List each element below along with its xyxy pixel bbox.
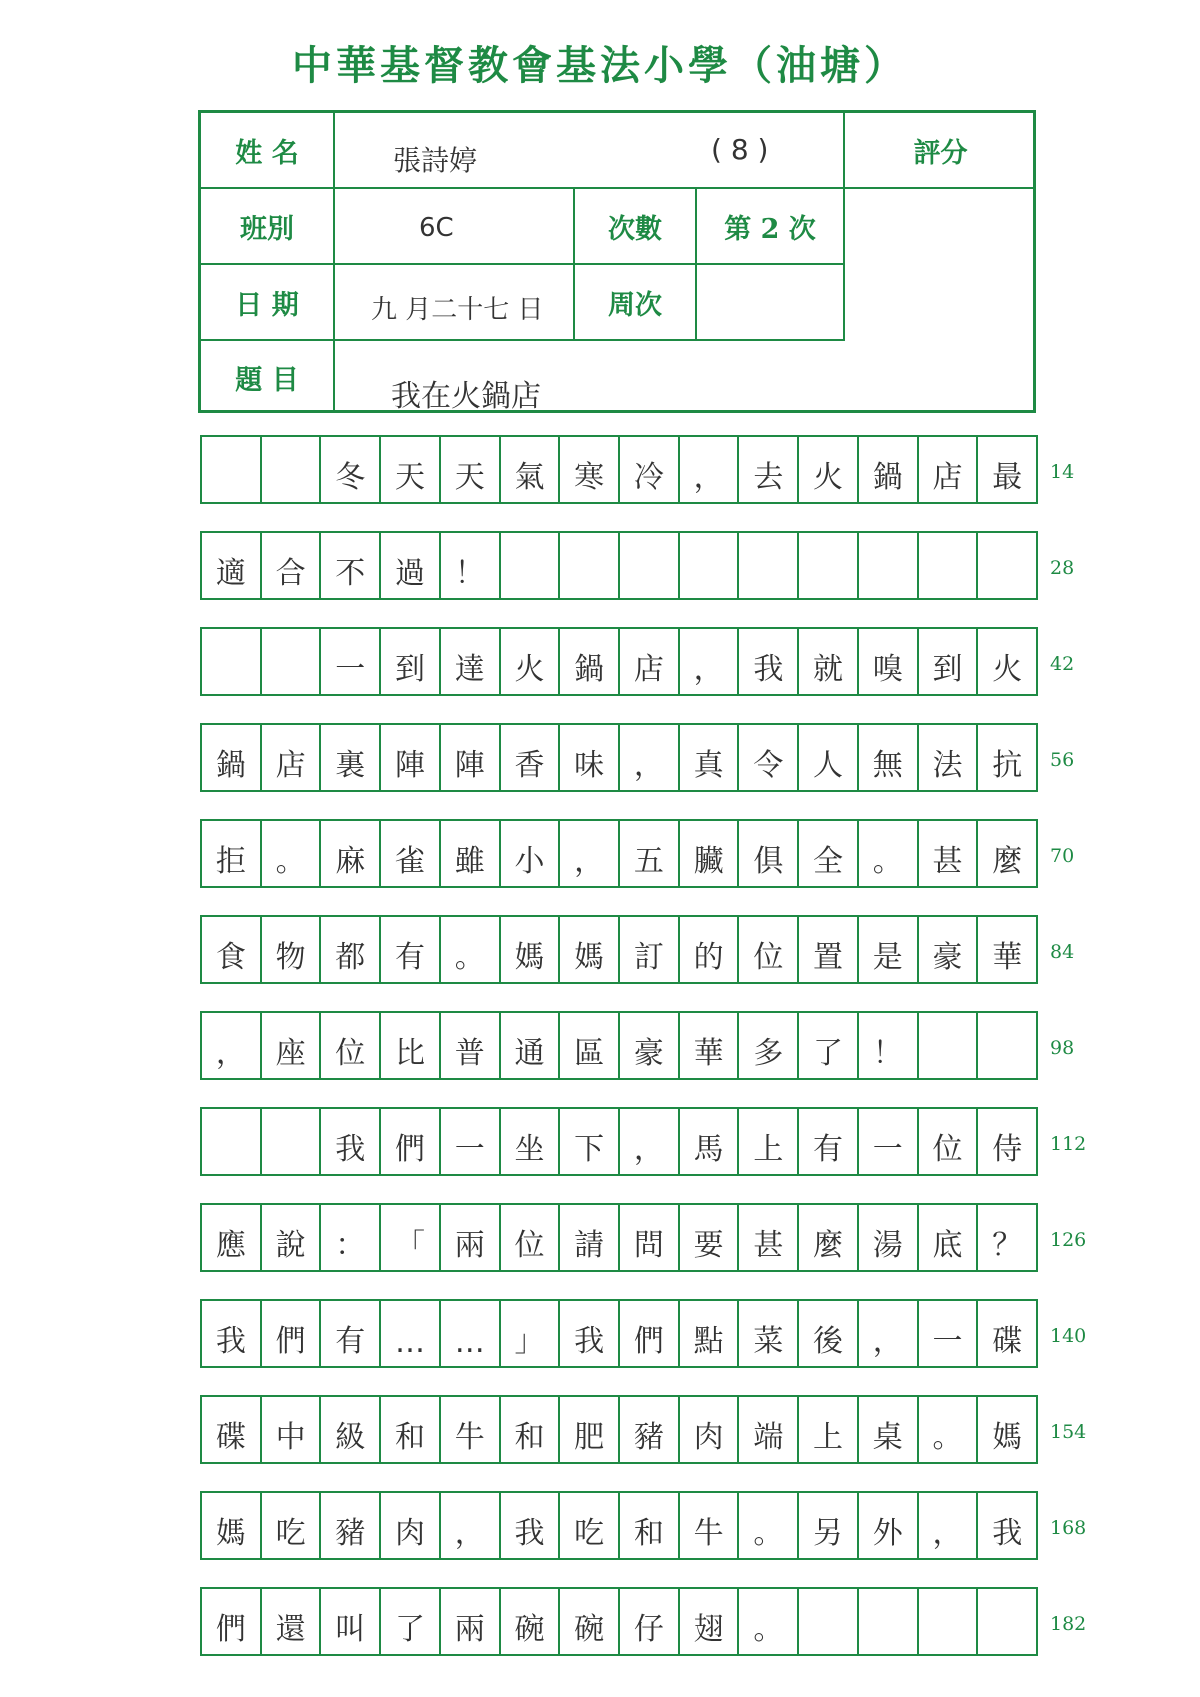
- grid-cell: 位: [919, 1109, 979, 1174]
- grid-cell: 人: [799, 725, 859, 790]
- grid-row: [200, 1587, 1038, 1656]
- grid-cell: ，: [680, 629, 740, 694]
- grid-cell: [262, 629, 322, 694]
- grid-cell: 雖: [441, 821, 501, 886]
- grid-cell: 仔: [620, 1589, 680, 1654]
- row-count: 84: [1050, 941, 1075, 963]
- row-count: 98: [1050, 1037, 1075, 1059]
- grid-cell: 置: [799, 917, 859, 982]
- grid-cell: ！: [441, 533, 501, 598]
- class-number: ( 8 ): [711, 133, 769, 166]
- grid-row: [200, 1107, 1038, 1176]
- grid-cell: [978, 1589, 1036, 1654]
- grid-cell: 店: [262, 725, 322, 790]
- grid-cell: 。: [739, 1493, 799, 1558]
- grid-cell: 媽: [501, 917, 561, 982]
- grid-cell: 肉: [381, 1493, 441, 1558]
- grid-row: [200, 1299, 1038, 1368]
- grid-cell: 桌: [859, 1397, 919, 1462]
- grid-cell: [262, 1109, 322, 1174]
- date-value: 九 月二十七 日: [371, 295, 544, 325]
- grid-cell: 另: [799, 1493, 859, 1558]
- row-count: 14: [1050, 461, 1075, 483]
- grid-cell: [978, 1013, 1036, 1078]
- grid-cell: [919, 533, 979, 598]
- topic-value: 我在火鍋店: [391, 379, 541, 414]
- grid-cell: 麻: [321, 821, 381, 886]
- grid-cell: 香: [501, 725, 561, 790]
- grid-cell: 說: [262, 1205, 322, 1270]
- grid-cell: 是: [859, 917, 919, 982]
- grid-cell: 合: [262, 533, 322, 598]
- grid-cell: 我: [560, 1301, 620, 1366]
- grid-cell: 和: [501, 1397, 561, 1462]
- grid-cell: ：: [321, 1205, 381, 1270]
- row-count: 56: [1050, 749, 1075, 771]
- grid-cell: 點: [680, 1301, 740, 1366]
- grid-cell: 」: [501, 1301, 561, 1366]
- grid-row: [200, 1011, 1038, 1080]
- grid-cell: 氣: [501, 437, 561, 502]
- grid-cell: 都: [321, 917, 381, 982]
- row-count: 182: [1050, 1613, 1087, 1635]
- grid-cell: 一: [441, 1109, 501, 1174]
- grid-cell: 底: [919, 1205, 979, 1270]
- grid-cell: 位: [501, 1205, 561, 1270]
- grid-cell: 物: [262, 917, 322, 982]
- grid-cell: 們: [381, 1109, 441, 1174]
- grid-cell: 豬: [620, 1397, 680, 1462]
- grid-cell: 要: [680, 1205, 740, 1270]
- grid-cell: 吃: [560, 1493, 620, 1558]
- grid-cell: 多: [739, 1013, 799, 1078]
- grid-cell: 應: [202, 1205, 262, 1270]
- grid-cell: [620, 533, 680, 598]
- grid-cell: 鍋: [859, 437, 919, 502]
- grid-cell: 真: [680, 725, 740, 790]
- grid-cell: 。: [262, 821, 322, 886]
- grid-cell: 請: [560, 1205, 620, 1270]
- grid-cell: 拒: [202, 821, 262, 886]
- grid-cell: 我: [992, 1516, 1023, 1551]
- grid-cell: 肉: [680, 1397, 740, 1462]
- topic-label: 題 目: [201, 341, 335, 413]
- grid-cell: 店: [620, 629, 680, 694]
- grid-cell: 裏: [321, 725, 381, 790]
- row-count: 126: [1050, 1229, 1087, 1251]
- grid-cell: [202, 629, 262, 694]
- name-value: 張詩婷: [393, 144, 478, 177]
- grid-row: [200, 819, 1038, 888]
- grid-cell: 和: [620, 1493, 680, 1558]
- grid-cell: 下: [560, 1109, 620, 1174]
- week-value: [697, 265, 845, 341]
- grid-cell: 去: [739, 437, 799, 502]
- grid-cell: 雀: [381, 821, 441, 886]
- info-table: [198, 110, 1036, 413]
- grid-cell: 令: [739, 725, 799, 790]
- grid-cell: 俱: [739, 821, 799, 886]
- grid-cell: …: [441, 1301, 501, 1366]
- grid-cell: 一: [321, 629, 381, 694]
- grid-row: [200, 627, 1038, 696]
- grid-cell: 。: [739, 1589, 799, 1654]
- grid-cell: ，: [202, 1013, 262, 1078]
- grid-cell: 天: [441, 437, 501, 502]
- grid-cell: 比: [381, 1013, 441, 1078]
- class-value: 6C: [419, 213, 454, 243]
- grid-cell: 座: [262, 1013, 322, 1078]
- grid-cell: 有: [799, 1109, 859, 1174]
- grid-cell: 到: [381, 629, 441, 694]
- date-cell: [335, 265, 575, 341]
- grid-cell: 火: [992, 652, 1023, 687]
- grid-cell: 法: [919, 725, 979, 790]
- week-label: 周次: [575, 265, 697, 341]
- grid-cell: 了: [799, 1013, 859, 1078]
- grid-cell: [859, 533, 919, 598]
- grid-cell: 兩: [441, 1589, 501, 1654]
- grid-cell: 麼: [799, 1205, 859, 1270]
- grid-cell: [501, 533, 561, 598]
- grid-cell: [919, 1589, 979, 1654]
- grid-cell: 碟: [992, 1324, 1023, 1359]
- grid-cell: 還: [262, 1589, 322, 1654]
- grid-cell: 豪: [620, 1013, 680, 1078]
- grid-cell: [202, 437, 262, 502]
- times-value: 第 2 次: [697, 189, 845, 265]
- grid-cell: 豪: [919, 917, 979, 982]
- grid-cell: ！: [859, 1013, 919, 1078]
- grid-cell: ？: [992, 1228, 1023, 1263]
- grid-cell: 店: [919, 437, 979, 502]
- school-title: 中華基督教會基法小學（油塘）: [292, 42, 908, 89]
- grid-cell: ，: [620, 1109, 680, 1174]
- grid-cell: 碟: [202, 1397, 262, 1462]
- row-count: 28: [1050, 557, 1075, 579]
- times-label: 次數: [575, 189, 697, 265]
- grid-cell: 。: [859, 821, 919, 886]
- date-label: 日 期: [201, 265, 335, 341]
- grid-cell: [262, 437, 322, 502]
- grid-cell: 媽: [202, 1493, 262, 1558]
- grid-cell: 訂: [620, 917, 680, 982]
- grid-cell: 的: [680, 917, 740, 982]
- row-count: 42: [1050, 653, 1075, 675]
- grid-row: [200, 1491, 1038, 1560]
- grid-cell: 一: [919, 1301, 979, 1366]
- grid-cell: 冷: [620, 437, 680, 502]
- grid-cell: 味: [560, 725, 620, 790]
- score-label: 評分: [845, 113, 1036, 189]
- grid-cell: 華: [680, 1013, 740, 1078]
- grid-cell: 寒: [560, 437, 620, 502]
- grid-row: [200, 1395, 1038, 1464]
- grid-row: [200, 915, 1038, 984]
- class-label: 班別: [201, 189, 335, 265]
- grid-cell: 馬: [680, 1109, 740, 1174]
- grid-cell: 火: [799, 437, 859, 502]
- grid-cell: 碗: [560, 1589, 620, 1654]
- grid-cell: 我: [739, 629, 799, 694]
- grid-cell: 兩: [441, 1205, 501, 1270]
- grid-cell: 叫: [321, 1589, 381, 1654]
- grid-cell: 一: [859, 1109, 919, 1174]
- grid-cell: 外: [859, 1493, 919, 1558]
- grid-cell: 到: [919, 629, 979, 694]
- grid-cell: 火: [501, 629, 561, 694]
- grid-cell: [799, 533, 859, 598]
- grid-cell: 們: [202, 1589, 262, 1654]
- grid-cell: 嗅: [859, 629, 919, 694]
- grid-cell: 坐: [501, 1109, 561, 1174]
- grid-cell: 牛: [441, 1397, 501, 1462]
- grid-cell: ，: [859, 1301, 919, 1366]
- name-label: 姓 名: [201, 113, 335, 189]
- grid-cell: 們: [620, 1301, 680, 1366]
- grid-cell: 菜: [739, 1301, 799, 1366]
- topic-cell: [335, 341, 845, 413]
- grid-cell: 上: [799, 1397, 859, 1462]
- grid-cell: 小: [501, 821, 561, 886]
- row-count: 140: [1050, 1325, 1087, 1347]
- grid-cell: 通: [501, 1013, 561, 1078]
- grid-cell: 位: [739, 917, 799, 982]
- score-box: [845, 189, 1036, 413]
- grid-cell: 和: [381, 1397, 441, 1462]
- grid-cell: 上: [739, 1109, 799, 1174]
- grid-cell: 陣: [381, 725, 441, 790]
- grid-cell: 鍋: [202, 725, 262, 790]
- name-cell: [335, 113, 845, 189]
- grid-cell: 侍: [992, 1132, 1023, 1167]
- grid-cell: 臟: [680, 821, 740, 886]
- grid-cell: 我: [501, 1493, 561, 1558]
- grid-cell: 甚: [919, 821, 979, 886]
- grid-cell: 豬: [321, 1493, 381, 1558]
- grid-cell: 肥: [560, 1397, 620, 1462]
- row-count: 168: [1050, 1517, 1087, 1539]
- grid-cell: 們: [262, 1301, 322, 1366]
- grid-cell: [560, 533, 620, 598]
- grid-cell: 就: [799, 629, 859, 694]
- grid-cell: 級: [321, 1397, 381, 1462]
- grid-cell: 最: [992, 460, 1023, 495]
- grid-cell: 位: [321, 1013, 381, 1078]
- grid-cell: 端: [739, 1397, 799, 1462]
- grid-cell: 媽: [560, 917, 620, 982]
- grid-cell: [202, 1109, 262, 1174]
- grid-cell: 適: [202, 533, 262, 598]
- grid-cell: 有: [381, 917, 441, 982]
- grid-cell: ，: [560, 821, 620, 886]
- grid-cell: 區: [560, 1013, 620, 1078]
- grid-cell: [859, 1589, 919, 1654]
- grid-cell: 「: [381, 1205, 441, 1270]
- grid-cell: 五: [620, 821, 680, 886]
- grid-cell: 翅: [680, 1589, 740, 1654]
- grid-cell: 。: [919, 1397, 979, 1462]
- grid-cell: 天: [381, 437, 441, 502]
- grid-cell: 碗: [501, 1589, 561, 1654]
- row-count: 112: [1050, 1133, 1087, 1155]
- grid-cell: 無: [859, 725, 919, 790]
- grid-cell: 華: [992, 940, 1023, 975]
- grid-cell: 不: [321, 533, 381, 598]
- grid-cell: 中: [262, 1397, 322, 1462]
- grid-cell: ，: [919, 1493, 979, 1558]
- grid-cell: 陣: [441, 725, 501, 790]
- grid-cell: 全: [799, 821, 859, 886]
- grid-row: [200, 531, 1038, 600]
- row-count: 154: [1050, 1421, 1087, 1443]
- grid-cell: 普: [441, 1013, 501, 1078]
- class-cell: [335, 189, 575, 265]
- grid-cell: 牛: [680, 1493, 740, 1558]
- grid-row: [200, 435, 1038, 504]
- grid-cell: 後: [799, 1301, 859, 1366]
- grid-cell: 過: [381, 533, 441, 598]
- grid-cell: ，: [680, 437, 740, 502]
- grid-cell: 我: [202, 1301, 262, 1366]
- grid-cell: 問: [620, 1205, 680, 1270]
- grid-cell: 麼: [992, 844, 1023, 879]
- grid-cell: 達: [441, 629, 501, 694]
- grid-cell: 湯: [859, 1205, 919, 1270]
- grid-cell: 冬: [321, 437, 381, 502]
- grid-cell: [739, 533, 799, 598]
- grid-cell: 抗: [992, 748, 1023, 783]
- grid-cell: [978, 533, 1036, 598]
- grid-cell: 了: [381, 1589, 441, 1654]
- grid-cell: 鍋: [560, 629, 620, 694]
- grid-cell: 吃: [262, 1493, 322, 1558]
- grid-cell: 食: [202, 917, 262, 982]
- grid-cell: 甚: [739, 1205, 799, 1270]
- row-count: 70: [1050, 845, 1075, 867]
- grid-cell: [799, 1589, 859, 1654]
- grid-cell: [919, 1013, 979, 1078]
- grid-cell: …: [381, 1301, 441, 1366]
- grid-cell: [680, 533, 740, 598]
- grid-cell: ，: [441, 1493, 501, 1558]
- grid-row: [200, 1203, 1038, 1272]
- grid-cell: ，: [620, 725, 680, 790]
- grid-cell: 媽: [992, 1420, 1023, 1455]
- grid-cell: 有: [321, 1301, 381, 1366]
- grid-cell: 。: [441, 917, 501, 982]
- grid-row: [200, 723, 1038, 792]
- grid-cell: 我: [321, 1109, 381, 1174]
